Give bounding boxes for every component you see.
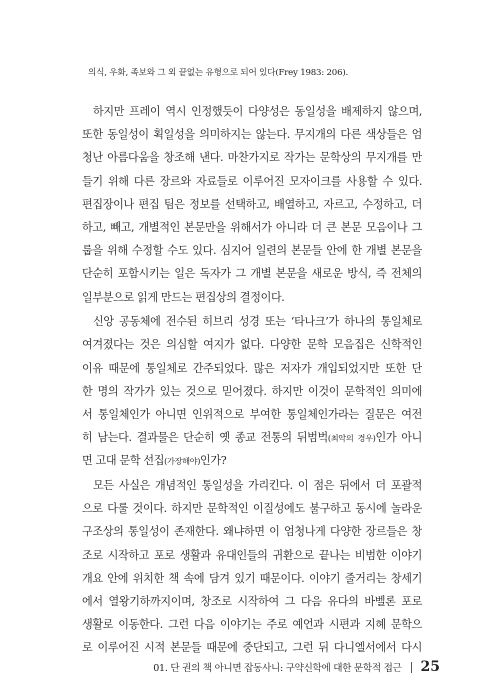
text-line: 룹을 위해 수정할 수도 있다. 심지어 일련의 본문들 안에 한 개별 본문을 [82, 244, 422, 258]
text-line: 청난 아름다움을 창조해 낸다. 마찬가지로 작가는 문학상의 무지개를 만 [82, 151, 422, 165]
inline-note-worst-case: (최악의 경우) [327, 433, 376, 444]
text-segment: 인가? [200, 454, 227, 468]
text-line-with-note [82, 449, 422, 472]
text-line: 일부분으로 읽게 만드는 편집상의 결정이다. [82, 290, 285, 304]
text-segment: 면 고대 문학 선집 [82, 454, 165, 468]
text-line: 하고, 빼고, 개별적인 본문만을 위해서가 아니라 더 큰 본문 모음이나 그 [82, 220, 422, 234]
text-line: 또한 동일성이 획일성을 의미하지는 않는다. 무지개의 다른 색상들은 엄 [82, 128, 422, 142]
text-line: 모든 사실은 개념적인 통일성을 가리킨다. 이 점은 뒤에서 더 포괄적 [93, 479, 422, 492]
running-title: 01. 단 권의 책 아니면 잡동사니: 구약신학에 대한 문학적 접근 [153, 663, 402, 674]
text-line: 신앙 공동체에 전수된 히브리 성경 또는 ‘타나크’가 하나의 통일체로 [93, 315, 422, 329]
text-line-with-note [82, 426, 422, 449]
text-line: 하지만 프레이 역시 인정했듯이 다양성은 동일성을 배제하지 않으며, [93, 105, 422, 118]
text-segment: 인가 아니 [375, 431, 422, 445]
text-line: 생활로 이동한다. 그런 다음 이야기는 주로 예언과 시편과 지혜 문학으 [82, 618, 422, 632]
text-line: 이유 때문에 통일체로 간주되었다. 많은 저자가 개입되었지만 또한 단 [82, 361, 422, 375]
body-text [82, 100, 422, 661]
text-line: 들기 위해 다른 장르와 자료들로 이루어진 모자이크를 사용할 수 있다. [82, 174, 422, 188]
block-quote-ending: 의식, 우화, 족보와 그 외 끝없는 유형으로 되어 있다(Frey 1983: 206). [88, 68, 349, 78]
text-line: 으로 다룰 것이다. 하지만 문학적인 이질성에도 불구하고 동시에 놀라운 [82, 502, 422, 516]
text-line: 편집장이나 편집 팀은 정보를 선택하고, 배열하고, 자르고, 수정하고, 더 [82, 197, 422, 211]
text-line: 단순히 포함시키는 일은 독자가 그 개별 본문을 새로운 방식, 즉 전체의 [82, 267, 422, 281]
paragraph-2 [82, 310, 422, 472]
text-line: 여겨졌다는 것은 의심할 여지가 없다. 다양한 문학 모음집은 신학적인 [82, 338, 422, 352]
paragraph-3 [82, 474, 422, 660]
paragraph-1 [82, 100, 422, 309]
page-number: 25 [420, 659, 440, 675]
footer-divider [411, 662, 412, 673]
text-line: 한 명의 작가가 있는 것으로 믿어졌다. 하지만 이것이 문학적인 의미에 [82, 384, 422, 398]
text-line: 에서 열왕기하까지이며, 창조로 시작하여 그 다음 유다의 바벨론 포로 [82, 594, 422, 608]
text-line: 로 이루어진 시적 본문들 때문에 중단되고, 그런 뒤 다니엘서에서 다시 [82, 641, 422, 655]
text-line: 개요 안에 위치한 책 속에 담겨 있기 때문이다. 이야기 줄거리는 창세기 [82, 571, 422, 585]
text-line: 구조상의 통일성이 존재한다. 왜냐하면 이 엄청나게 다양한 장르들은 창 [82, 525, 422, 539]
inline-note-pretend: (가장해야) [164, 456, 201, 467]
page-footer [140, 658, 440, 676]
text-line: 조로 시작하고 포로 생활과 유대인들의 귀환으로 끝나는 비범한 이야기 [82, 548, 422, 562]
text-line: 서 통일체인가 아니면 인위적으로 부여한 통일체인가라는 질문은 여전 [82, 407, 422, 421]
text-segment: 히 남는다. 결과물은 단순히 옛 종교 전통의 뒤범벅 [82, 431, 328, 445]
